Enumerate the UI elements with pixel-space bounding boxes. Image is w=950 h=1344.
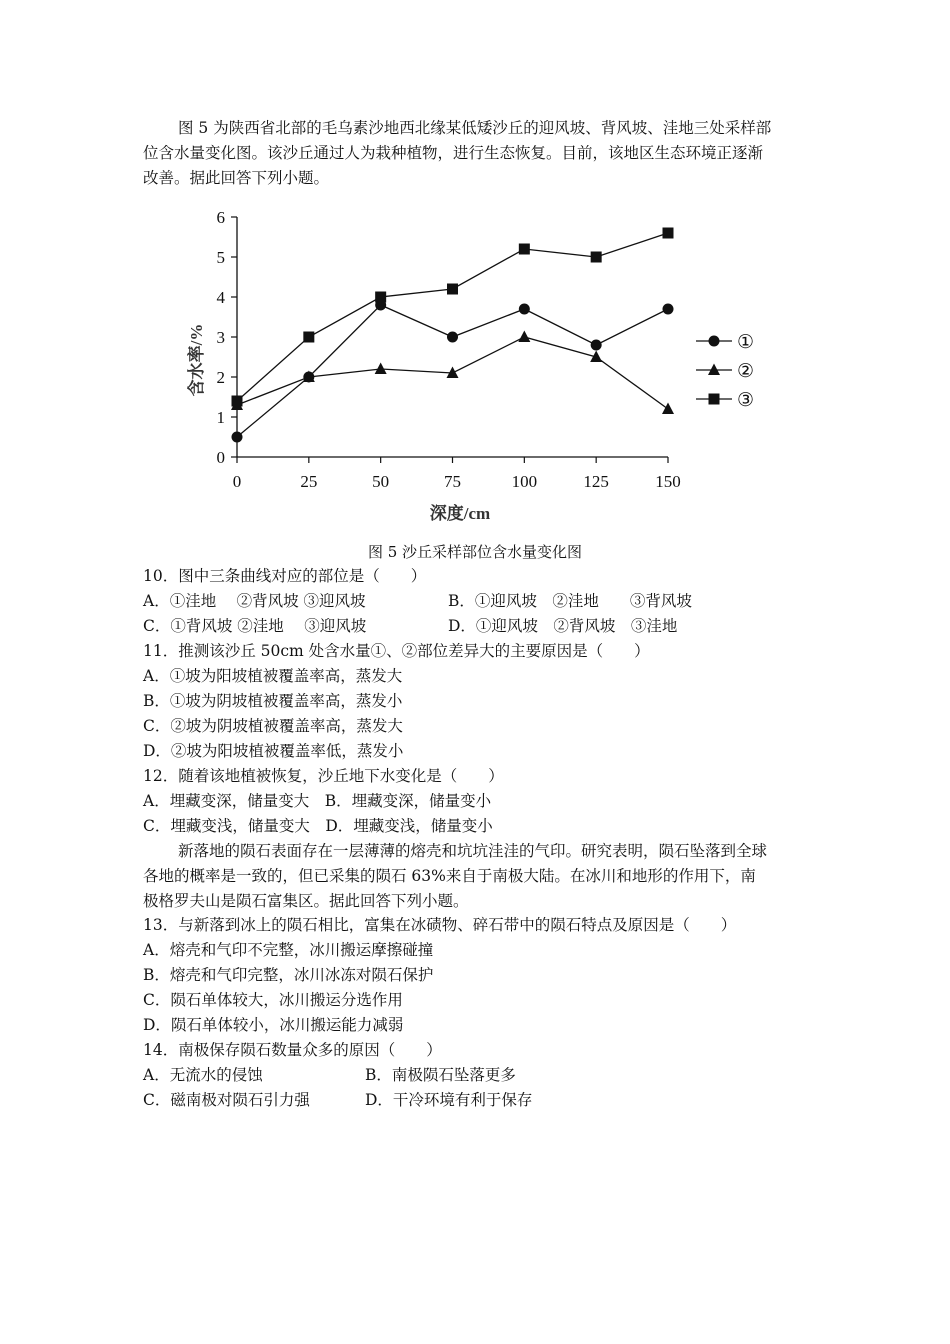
series-3-point xyxy=(519,244,530,255)
legend-marker xyxy=(708,364,720,376)
series-3-point xyxy=(591,252,602,263)
q13-option-c: C．陨石单体较大，冰川搬运分选作用 xyxy=(143,991,403,1009)
figure-caption: 图 5 沙丘采样部位含水量变化图 xyxy=(367,543,583,561)
intro1-line-2: 位含水量变化图。该沙丘通过人为栽种植物，进行生态恢复。目前，该地区生态环境正逐渐 xyxy=(143,144,764,162)
chart-series xyxy=(231,228,674,443)
series-3-point xyxy=(375,292,386,303)
q11-option-a: A．①坡为阳坡植被覆盖率高，蒸发大 xyxy=(143,667,403,685)
series-1-point xyxy=(519,304,530,315)
x-tick-label: 0 xyxy=(232,472,242,491)
series-2 xyxy=(231,331,674,415)
series-1-point xyxy=(663,304,674,315)
q13-option-d: D．陨石单体较小，冰川搬运能力减弱 xyxy=(143,1016,404,1034)
chart-legend xyxy=(696,332,754,411)
legend-label: ① xyxy=(737,332,755,353)
q10-option-b: B．①迎风坡 ②洼地 ③背风坡 xyxy=(448,592,692,610)
legend-marker xyxy=(709,394,720,405)
series-3 xyxy=(232,228,674,407)
q10-option-a: A．①洼地 ②背风坡 ③迎风坡 xyxy=(143,592,366,610)
q11-option-c: C．②坡为阴坡植被覆盖率高，蒸发大 xyxy=(143,717,403,735)
intro2-line-3: 极格罗夫山是陨石富集区。据此回答下列小题。 xyxy=(143,892,469,910)
y-tick-label: 3 xyxy=(216,328,225,347)
series-1-point xyxy=(591,340,602,351)
intro1-line-1: 图 5 为陕西省北部的毛乌素沙地西北缘某低矮沙丘的迎风坡、背风坡、洼地三处采样部 xyxy=(178,119,772,137)
x-axis-label: 深度/cm xyxy=(429,504,491,523)
q14-option-c: C．磁南极对陨石引力强 xyxy=(143,1091,310,1109)
q12-stem: 12．随着该地植被恢复，沙丘地下水变化是（ ） xyxy=(143,767,504,785)
q14-stem: 14．南极保存陨石数量众多的原因（ ） xyxy=(143,1041,442,1059)
q14-option-b: B．南极陨石坠落更多 xyxy=(365,1066,516,1084)
q10-stem: 10．图中三条曲线对应的部位是（ ） xyxy=(143,567,427,585)
x-tick-label: 50 xyxy=(372,472,390,491)
y-tick-label: 0 xyxy=(216,448,225,467)
legend-marker xyxy=(709,336,720,347)
intro1-line-3: 改善。据此回答下列小题。 xyxy=(143,169,330,187)
q13-stem: 13．与新落到冰上的陨石相比，富集在冰碛物、碎石带中的陨石特点及原因是（ ） xyxy=(143,916,737,934)
series-2-point xyxy=(518,331,530,343)
q13-option-a: A．熔壳和气印不完整，冰川搬运摩擦碰撞 xyxy=(143,941,434,959)
series-3-point xyxy=(663,228,674,239)
legend-label: ③ xyxy=(737,390,755,411)
series-3-point xyxy=(232,396,243,407)
x-tick-label: 25 xyxy=(300,472,318,491)
series-1-point xyxy=(447,332,458,343)
x-tick-label: 125 xyxy=(583,472,609,491)
q14-option-d: D．干冷环境有利于保存 xyxy=(365,1091,533,1109)
q10-option-c: C．①背风坡 ②洼地 ③迎风坡 xyxy=(143,617,367,635)
q12-options-cd: C．埋藏变浅，储量变大 D．埋藏变浅，储量变小 xyxy=(143,817,493,835)
legend-label: ② xyxy=(737,361,755,382)
chart-axes xyxy=(217,208,681,491)
y-tick-label: 2 xyxy=(216,368,225,387)
y-axis-label: 含水率/% xyxy=(187,323,206,397)
y-tick-label: 4 xyxy=(216,288,225,307)
q11-option-d: D．②坡为阳坡植被覆盖率低，蒸发小 xyxy=(143,742,404,760)
y-tick-label: 6 xyxy=(216,208,225,227)
series-2-point xyxy=(375,363,387,375)
q11-stem: 11．推测该沙丘 50cm 处含水量①、②部位差异大的主要原因是（ ） xyxy=(143,642,650,660)
y-tick-label: 1 xyxy=(216,408,225,427)
q12-options-ab: A．埋藏变深，储量变大 B．埋藏变深，储量变小 xyxy=(143,792,492,810)
q14-option-a: A．无流水的侵蚀 xyxy=(143,1066,263,1084)
intro2-line-2: 各地的概率是一致的，但已采集的陨石 63%来自于南极大陆。在冰川和地形的作用下，南 xyxy=(143,867,756,885)
series-2-point xyxy=(662,403,674,415)
series-1-point xyxy=(232,432,243,443)
y-tick-label: 5 xyxy=(216,248,225,267)
water-content-chart xyxy=(150,205,790,535)
q10-option-d: D．①迎风坡 ②背风坡 ③洼地 xyxy=(448,617,678,635)
q11-option-b: B．①坡为阴坡植被覆盖率高，蒸发小 xyxy=(143,692,403,710)
series-3-point xyxy=(303,332,314,343)
q13-option-b: B．熔壳和气印完整，冰川冰冻对陨石保护 xyxy=(143,966,434,984)
x-tick-label: 150 xyxy=(655,472,681,491)
intro2-line-1: 新落地的陨石表面存在一层薄薄的熔壳和坑坑洼洼的气印。研究表明，陨石坠落到全球 xyxy=(178,842,768,860)
x-tick-label: 100 xyxy=(511,472,538,491)
series-3-point xyxy=(447,284,458,295)
x-tick-label: 75 xyxy=(444,472,461,491)
